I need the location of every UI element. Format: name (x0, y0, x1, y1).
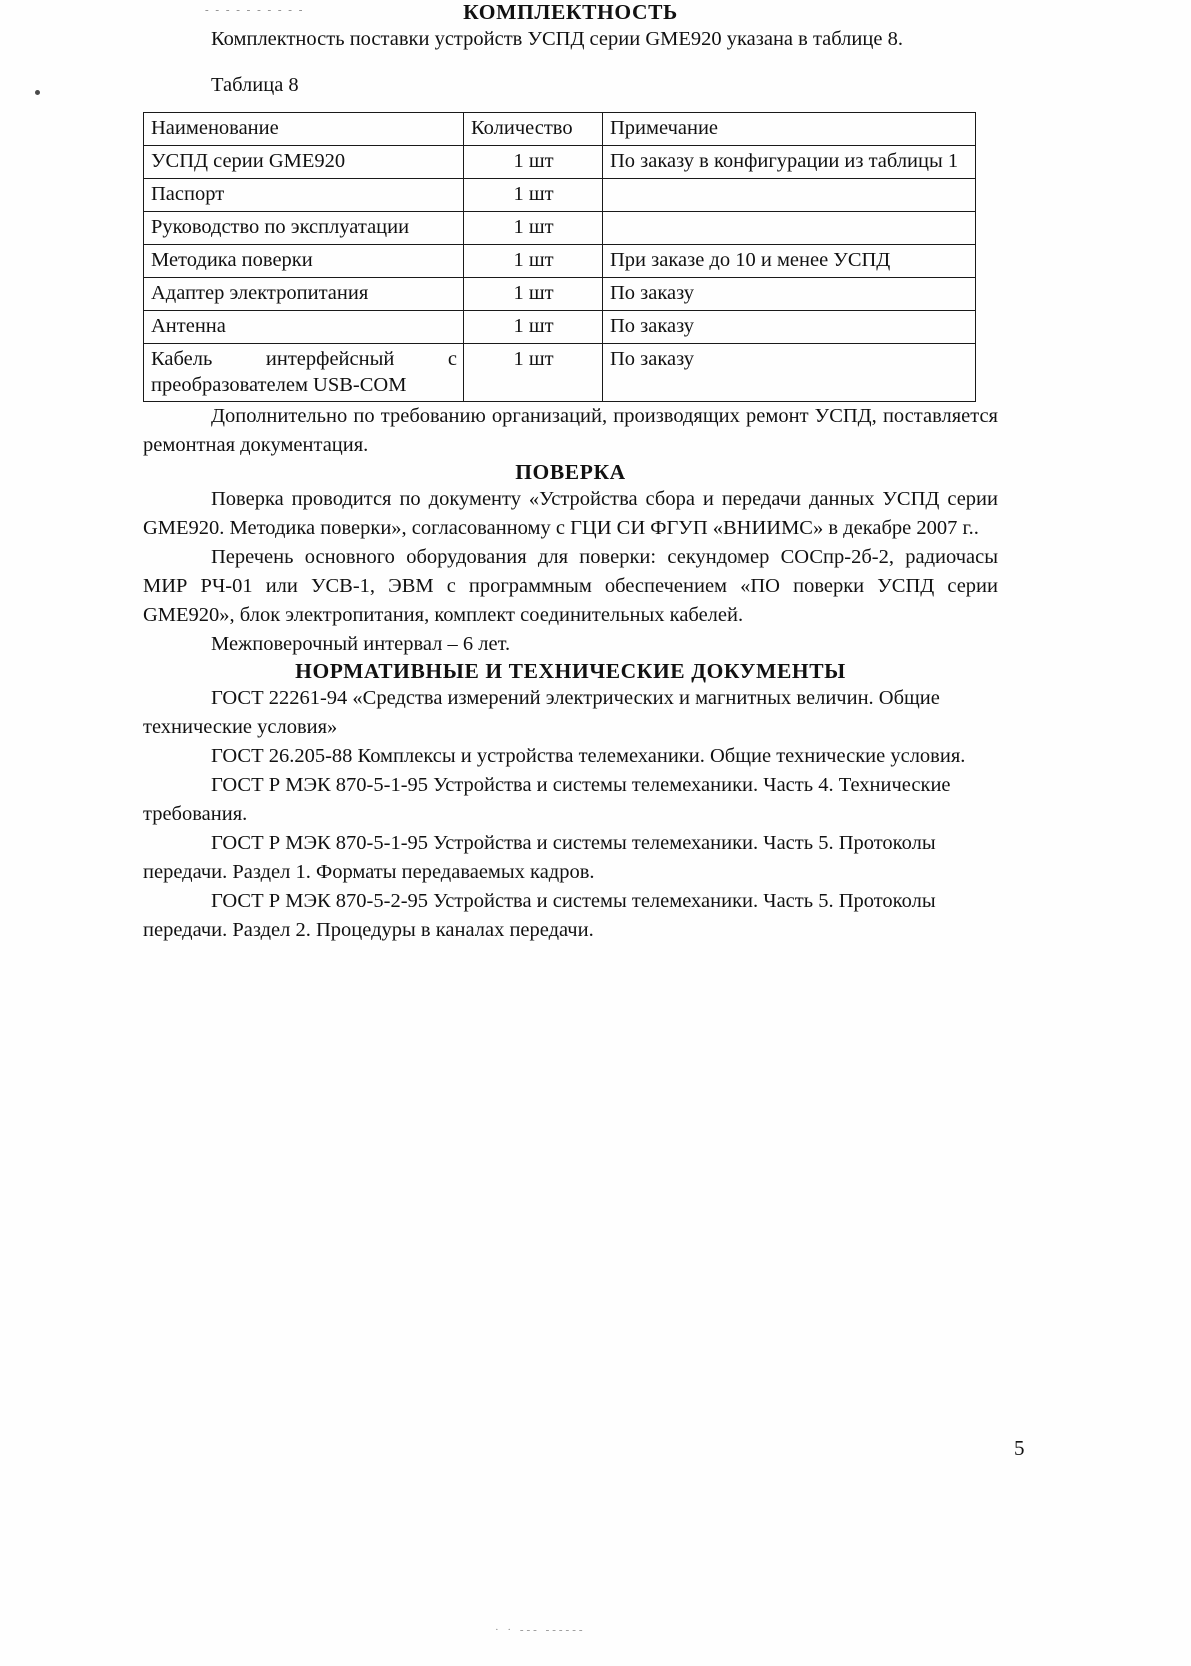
cell-name: Руководство по эксплуатации (144, 212, 464, 245)
page-content (143, 0, 998, 945)
table-header-row (144, 113, 976, 146)
column-header-name: Наименование (144, 113, 464, 146)
cell-quantity: 1 шт (464, 311, 603, 344)
heading-normative-documents: НОРМАТИВНЫЕ И ТЕХНИЧЕСКИЕ ДОКУМЕНТЫ (295, 659, 846, 683)
cell-name: Методика поверки (144, 245, 464, 278)
cell-note: По заказу (603, 278, 976, 311)
page-number: 5 (1014, 1436, 1025, 1460)
cell-quantity: 1 шт (464, 212, 603, 245)
cell-name: Антенна (144, 311, 464, 344)
cell-name-line-1: Кабель интерфейсный с (151, 348, 457, 370)
normative-document-entry-5: ГОСТ Р МЭК 870-5-2-95 Устройства и системы телемеханики. Часть 5. Протоколы передачи. Раздел 2. Процедуры в каналах передачи. (143, 890, 936, 941)
cell-name: УСПД серии GME920 (144, 146, 464, 179)
table-row (144, 344, 976, 402)
cell-name (144, 344, 464, 402)
table-caption: Таблица 8 (211, 74, 299, 96)
cell-note: По заказу в конфигурации из таблицы 1 (603, 146, 976, 179)
verification-paragraph-1: Поверка проводится по документу «Устройства сбора и передачи данных УСПД серии GME920. Методика поверки», согласованному с ГЦИ СИ ФГУП «ВНИИМС» в декабре 2007 г.. (143, 488, 998, 539)
cell-quantity: 1 шт (464, 146, 603, 179)
cell-name-line-2: преобразователем USB-COM (151, 374, 407, 396)
completeness-intro-paragraph: Комплектность поставки устройств УСПД серии GME920 указана в таблице 8. (211, 28, 903, 50)
scan-speck (35, 90, 40, 95)
completeness-note-paragraph: Дополнительно по требованию организаций, производящих ремонт УСПД, поставляется ремонтная документация. (143, 405, 998, 456)
cell-note: По заказу (603, 344, 976, 402)
table-row (144, 311, 976, 344)
table-row (144, 245, 976, 278)
cell-note: По заказу (603, 311, 976, 344)
heading-completeness: КОМПЛЕКТНОСТЬ (463, 0, 678, 24)
table-row (144, 146, 976, 179)
completeness-table (143, 112, 976, 402)
normative-document-entry-1: ГОСТ 22261-94 «Средства измерений электрических и магнитных величин. Общие технические условия» (143, 687, 940, 738)
cell-quantity: 1 шт (464, 278, 603, 311)
cell-name: Адаптер электропитания (144, 278, 464, 311)
table-row (144, 179, 976, 212)
cell-quantity: 1 шт (464, 245, 603, 278)
verification-interval-paragraph: Межповерочный интервал – 6 лет. (211, 633, 511, 655)
column-header-note: Примечание (603, 113, 976, 146)
scan-artifact-top: - - - - - - - - - - (205, 4, 305, 16)
cell-quantity: 1 шт (464, 179, 603, 212)
normative-document-entry-3: ГОСТ Р МЭК 870-5-1-95 Устройства и системы телемеханики. Часть 4. Технические требования. (143, 774, 951, 825)
table-row (144, 278, 976, 311)
cell-name: Паспорт (144, 179, 464, 212)
cell-note (603, 179, 976, 212)
heading-verification: ПОВЕРКА (515, 460, 626, 484)
cell-quantity: 1 шт (464, 344, 603, 402)
table-row (144, 212, 976, 245)
scan-artifact-bottom: · · --- ------ (495, 1624, 586, 1636)
verification-paragraph-2: Перечень основного оборудования для поверки: секундомер СОСпр-2б-2, радиочасы МИР РЧ-01 или УСВ-1, ЭВМ с программным обеспечением «ПО поверки УСПД серии GME920», блок электропитания, комплект соединительных кабелей. (143, 546, 998, 626)
normative-document-entry-4: ГОСТ Р МЭК 870-5-1-95 Устройства и системы телемеханики. Часть 5. Протоколы передачи. Раздел 1. Форматы передаваемых кадров. (143, 832, 936, 883)
cell-note: При заказе до 10 и менее УСПД (603, 245, 976, 278)
normative-document-entry-2: ГОСТ 26.205-88 Комплексы и устройства телемеханики. Общие технические условия. (211, 745, 966, 767)
column-header-quantity: Количество (464, 113, 603, 146)
cell-note (603, 212, 976, 245)
